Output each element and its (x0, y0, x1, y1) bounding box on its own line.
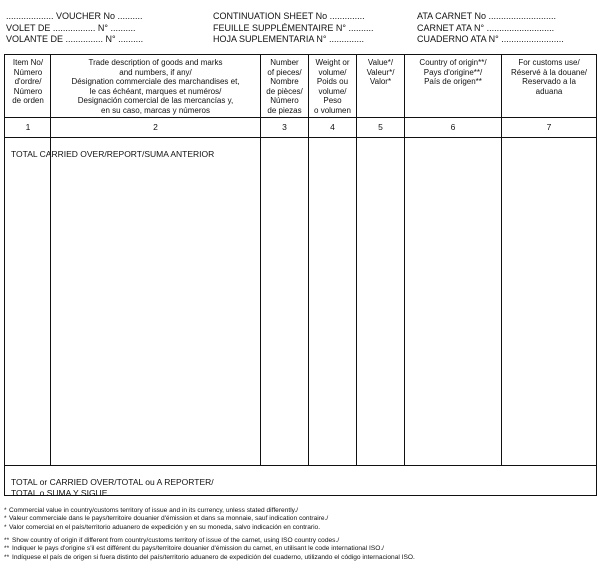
value-footnote-marker: * (4, 507, 7, 514)
ata-carnet-no-line[interactable]: ATA CARNET No ........................... (417, 11, 557, 21)
feuille-supplementaire-line[interactable]: FEUILLE SUPPLÉMENTAIRE N° .......... (213, 22, 374, 33)
cuaderno-ata-no-line[interactable]: CUADERNO ATA N° ......................... (417, 34, 564, 44)
total-to-carry-label (11, 477, 214, 499)
hoja-suplementaria-line[interactable]: HOJA SUPLEMENTARIA N° .............. (213, 34, 364, 44)
value-footnote-fr: Valeur commerciale dans le pays/territoire douanier d'émission et dans sa monnaie, sauf indication contraire./ (9, 515, 329, 523)
col-2-number: 2 (153, 122, 158, 132)
col-5-number: 5 (378, 122, 383, 132)
col-6-number: 6 (450, 122, 456, 132)
carnet-ata-no-line[interactable]: CARNET ATA N° ........................... (417, 22, 555, 33)
volante-de-line[interactable]: VOLANTE DE ............... N° .......... (6, 34, 144, 44)
col-3-number: 3 (282, 122, 287, 132)
ata-carnet-number-block (417, 11, 564, 46)
total-to-carry-line-1: TOTAL or CARRIED OVER/TOTAL ou A REPORTER/ (11, 477, 214, 487)
col-1-number: 1 (25, 122, 31, 132)
origin-footnote-marker-es: ** (4, 553, 10, 561)
col-4-heading: Weight or volume/ Poids ou volume/ Peso o volumen (314, 58, 351, 115)
value-footnote-es: Valor comercial en el país/territorio aduanero de expedición y en su moneda, salvo indicación en contrario. (9, 523, 321, 531)
origin-footnote-marker: ** (4, 537, 10, 544)
col-6-heading: Country of origin**/ Pays d'origine**/ País de origen** (419, 58, 487, 86)
value-footnote (4, 507, 328, 532)
col-2-heading: Trade description of goods and marks and numbers, if any/ Désignation commerciale des marchandises et, le cas échéant, marques et numéros/ Designación comercial de las mercancías y, en su caso, marcas y números (71, 58, 240, 115)
value-footnote-marker-es: * (4, 523, 7, 531)
origin-footnote-fr: Indiquer le pays d'origine s'il est différent du pays/territoire douanier d'émission du carnet, en utilisant le code international ISO./ (12, 545, 385, 553)
col-7-number: 7 (546, 122, 552, 132)
origin-footnote-es: Indíquese el país de origen si fuera distinto del país/territorio aduanero de expedición del cuaderno, utilizando el código internacional ISO. (12, 553, 415, 561)
total-carried-over-label: TOTAL CARRIED OVER/REPORT/SUMA ANTERIOR (11, 149, 215, 159)
goods-table (4, 54, 597, 496)
voucher-number-block (6, 11, 143, 46)
origin-footnote (4, 537, 415, 562)
continuation-sheet-no-line[interactable]: CONTINUATION SHEET No .............. (213, 11, 365, 21)
column-number-bottom-rule (5, 137, 596, 138)
col-7-heading: For customs use/ Réservé à la douane/ Reservado a la aduana (510, 58, 588, 96)
origin-footnote-marker-fr: ** (4, 545, 10, 553)
origin-footnote-en: Show country of origin if different from country/customs territory of issue of the carnet, using ISO country codes./ (12, 537, 340, 544)
total-to-carry-line-2: TOTAL o SUMA Y SIGUE (11, 488, 108, 498)
col-1-heading: Item No/ Número d'ordre/ Número de orden (12, 58, 44, 105)
value-footnote-marker-fr: * (4, 515, 7, 523)
volet-de-line[interactable]: VOLET DE ................. N° .......... (6, 22, 136, 33)
voucher-no-line[interactable]: ................... VOUCHER No .......... (6, 11, 143, 21)
col-4-number: 4 (330, 122, 335, 132)
continuation-sheet-block (213, 11, 373, 46)
totals-top-rule (5, 465, 596, 466)
col-5-heading: Value*/ Valeur*/ Valor* (366, 58, 395, 86)
value-footnote-en: Commercial value in country/customs territory of issue and in its currency, unless stated differently./ (9, 507, 299, 514)
col-3-heading: Number of pieces/ Nombre de pièces/ Número de piezas (266, 58, 303, 115)
header-bottom-rule (5, 117, 596, 118)
